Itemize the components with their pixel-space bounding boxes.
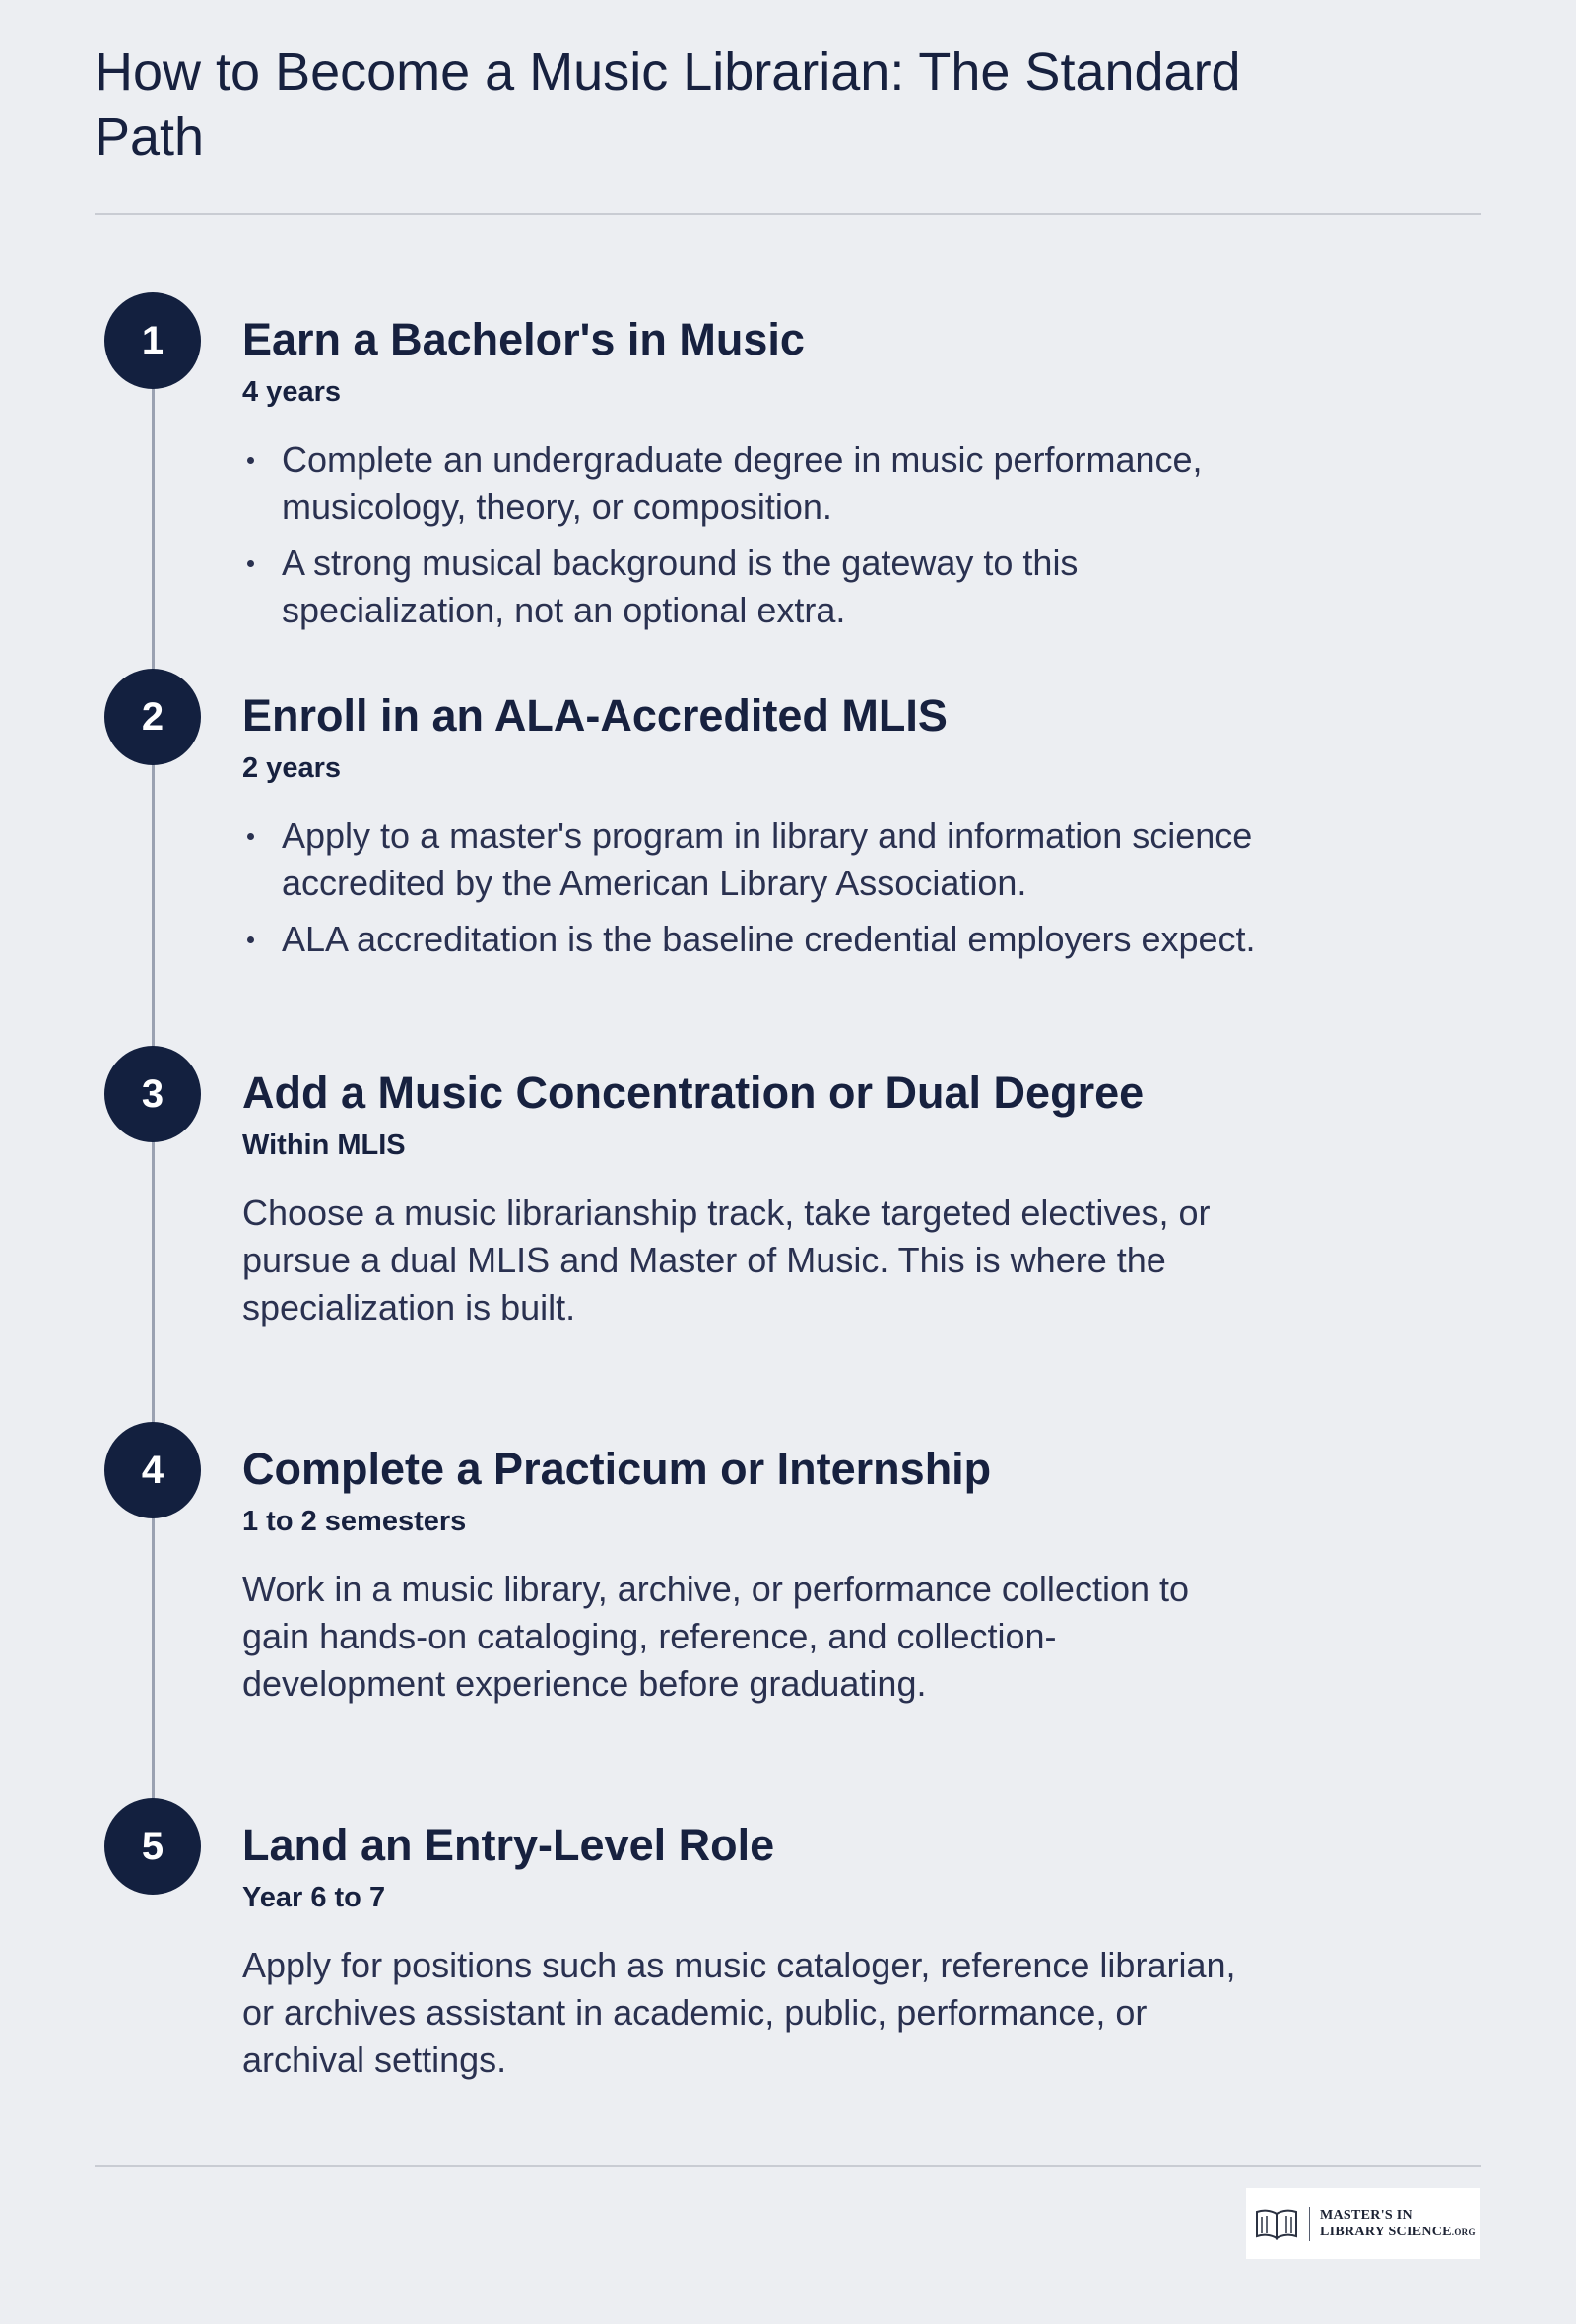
step-title: Enroll in an ALA-Accredited MLIS xyxy=(242,690,948,741)
step-number-badge: 3 xyxy=(104,1046,201,1142)
step-description: Work in a music library, archive, or performance collection to gain hands-on cataloging, reference, and collection-development experience before graduating. xyxy=(242,1569,1190,1704)
step-duration: Year 6 to 7 xyxy=(242,1882,386,1913)
logo-line-1: MASTER'S IN xyxy=(1320,2207,1412,2223)
step-title: Add a Music Concentration or Dual Degree xyxy=(242,1067,1145,1118)
bullet-item: Apply to a master's program in library and information science accredited by the American Library Association. xyxy=(242,812,1296,907)
step-bullet-list xyxy=(242,436,1296,643)
step-duration: 2 years xyxy=(242,752,341,784)
step-duration: Within MLIS xyxy=(242,1130,406,1161)
logo-suffix: .ORG xyxy=(1451,2227,1476,2237)
step-description: Apply for positions such as music cataloger, reference librarian, or archives assistant in academic, public, performance, or archival settings. xyxy=(242,1945,1236,2080)
step-number-badge: 2 xyxy=(104,669,201,765)
logo-text xyxy=(1309,2207,1476,2241)
bottom-divider xyxy=(95,2165,1481,2167)
step-duration: 4 years xyxy=(242,376,341,408)
step-title: Earn a Bachelor's in Music xyxy=(242,314,805,364)
open-book-icon xyxy=(1254,2206,1299,2241)
step-number-badge: 5 xyxy=(104,1798,201,1895)
top-divider xyxy=(95,213,1481,215)
step-duration: 1 to 2 semesters xyxy=(242,1506,467,1537)
step-description: Choose a music librarianship track, take targeted electives, or pursue a dual MLIS and Master of Music. This is where the specialization is built. xyxy=(242,1193,1211,1327)
logo-line-2-main: LIBRARY SCIENCE xyxy=(1320,2224,1452,2239)
step-title: Complete a Practicum or Internship xyxy=(242,1444,992,1494)
logo-line-2 xyxy=(1320,2224,1476,2241)
site-logo xyxy=(1246,2188,1480,2259)
bullet-item: Complete an undergraduate degree in music performance, musicology, theory, or composition. xyxy=(242,436,1296,531)
bullet-item: ALA accreditation is the baseline credential employers expect. xyxy=(242,916,1296,963)
page-title: How to Become a Music Librarian: The Standard Path xyxy=(95,42,1241,166)
step-title: Land an Entry-Level Role xyxy=(242,1820,775,1870)
step-bullet-list xyxy=(242,812,1296,972)
step-number-badge: 4 xyxy=(104,1422,201,1518)
step-number-badge: 1 xyxy=(104,292,201,389)
bullet-item: A strong musical background is the gateway to this specialization, not an optional extra. xyxy=(242,540,1296,634)
